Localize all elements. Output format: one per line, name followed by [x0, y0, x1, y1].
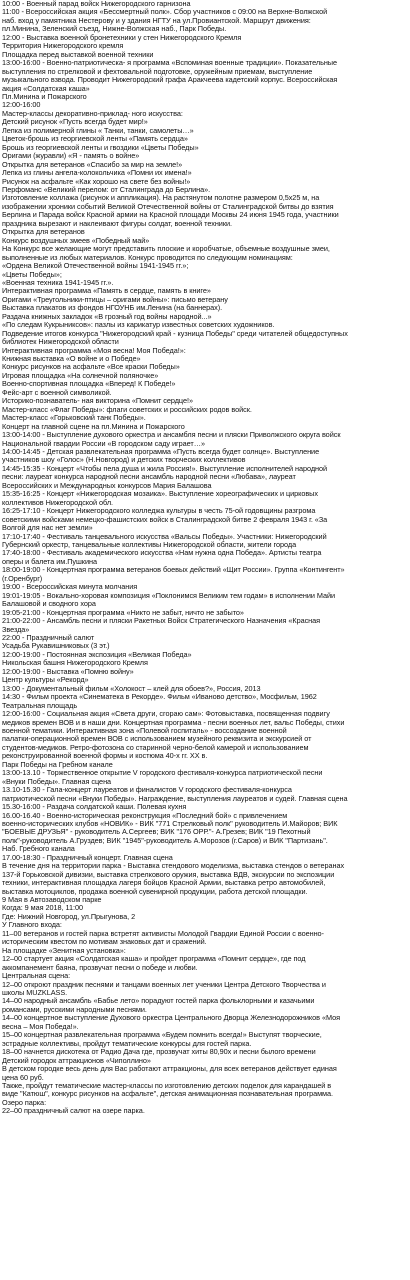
text-line: Национальной гвардии России «В городском саду играет…»	[2, 439, 205, 448]
text-line: Оригами «Треугольники-птицы – оригами войны»: письмо ветерану	[2, 295, 228, 304]
text-line: В течение дня на территории парка - Выставка стендового моделизма, выставка стендов о ветеранах	[2, 862, 345, 871]
text-line: Книжная выставка «О войне и о Победе»	[2, 355, 141, 364]
text-line: Открытка для ветеранов	[2, 228, 85, 237]
text-line: «Военная техника 1941-1945 гг.».	[2, 278, 114, 287]
text-line: На площадке «Зенитная установка»:	[2, 946, 126, 955]
text-line: "БОЕВЫЕ ДРУЗЬЯ" - руководитель А.Сергеев; ВИК "176 ОРР."- А.Грезев; ВИК "19 Пехотный	[2, 828, 311, 837]
text-line: пл.Минина, Зеленский съезд, Нижне-Волжская наб., Парк Победы.	[2, 25, 227, 34]
text-line: 17:40-18:00 - Фестиваль академического искусства «Нам нужна одна Победа». Артисты театра	[2, 549, 322, 558]
text-line: Интерактивная программа «Моя весна! Моя Победа!»:	[2, 346, 186, 355]
text-line: Где: Нижний Новгород, ул.Прыгунова, 2	[2, 912, 136, 921]
text-line: Изготовление коллажа (рисунок и аппликация). На растянутом полотне размером 0,5х25 м, на	[2, 194, 320, 203]
text-line: Лепка из полимерной глины « Танки, танки, самолеты…»	[2, 126, 194, 135]
text-line: изображении хроники событий Великой Отечественной войны от Сталинградской битвы до взятия	[2, 202, 334, 211]
text-line: У Главного входа:	[2, 921, 62, 930]
text-line: Пл.Минина и Пожарского	[2, 92, 87, 101]
text-line: историческим квестом по мотивам знаковых дат и сражений.	[2, 938, 207, 947]
text-line: 14–00 концертное выступление Духового оркестра Центрального Дворца Железнодорожников «Моя	[2, 1014, 340, 1023]
text-line: 12:00-19:00 - Постоянная экспозиция «Великая Победа»	[2, 650, 192, 659]
text-line: 17:10-17:40 - Фестиваль танцевального искусства «Вальсы Победы». Участники: Нижегородский	[2, 532, 327, 541]
text-line: 22–00 праздничный салют на озере парка.	[2, 1107, 145, 1116]
text-line: Берлина и Парада войск Красной армии на Красной площади Москвы 24 июня 1945 года, участники	[2, 211, 339, 220]
text-line: Театральная площадь	[2, 701, 78, 710]
text-line: Наб. Гребного канала	[2, 845, 75, 854]
text-line: Концерт на главной сцене на пл.Минина и Пожарского	[2, 422, 185, 431]
text-line: Также, пройдут тематические мастер-классы по изготовлению детских поделок для карандашей в	[2, 1082, 332, 1090]
text-line: 12:00-19:00 - Выставка «Помню войну»	[2, 667, 134, 676]
text-line: Рисунок на асфальте «Как хорошо на свете без войны!»	[2, 177, 191, 186]
text-line: 13:00 - Документальный фильм «Холокост – клей для обоев?», Россия, 2013	[2, 684, 261, 693]
text-line: реконструированной военной формы и костюма 40-х гг. ХХ в.	[2, 752, 208, 761]
text-line: 19:00 - Всероссийская минута молчания	[2, 583, 138, 592]
text-line: 12:00 - Выставка военной бронетехники у стен Нижегородского Кремля	[2, 33, 242, 42]
text-line: техники, интерактивная площадка лагеря бойцов Красной Армии, выставка ретро автомобилей,	[2, 879, 326, 888]
text-line: библиотек Нижегородской области	[2, 338, 119, 347]
text-line: Историко-познаватель- ная викторина «Помнит сердце!»	[2, 397, 193, 406]
text-line: 16.00-16.40 - Военно-историческая реконструкция «Последний бой» с привлечением	[2, 811, 288, 820]
text-line: 12:00-16:00	[2, 101, 41, 110]
text-line: песни: лауреат конкурса народной песни ансамбль народной песни «Любава», лауреат	[2, 473, 296, 482]
text-line: 14:30 - Фильм проекта «Синематека в Рекорде». Фильм «Иваново детство», Мосфильм, 1962	[2, 693, 317, 702]
text-line: 19:05-21:00 - Концертная программа «Никто не забыт, ничто не забыто»	[2, 608, 244, 617]
text-line: выставка мотоциклов, продажа военной сувенирной продукции, работа детской площадки.	[2, 887, 308, 896]
text-line: (г.Оренбург)	[2, 574, 43, 583]
text-line: 13:00-13.10 - Торжественное открытие V городского фестиваля-конкурса патриотической песни	[2, 769, 323, 778]
text-line: 15.30-16:00 - Раздача солдатской каши. Полевая кухня	[2, 803, 187, 812]
text-line: 13.10-15.30 - Гала-концерт лауреатов и финалистов V городского фестиваля-конкурса	[2, 786, 292, 795]
text-line: Озеро парка:	[2, 1098, 47, 1107]
text-line: «Цветы Победы»;	[2, 270, 62, 279]
text-line: патриотической песни «Внуки Победы». Награждение, выступления лауреатов и судей. Главная сцена	[2, 794, 348, 803]
text-line: 22:00 - Праздничный салют	[2, 633, 95, 642]
text-line: Мастер-классы декоративно-приклад- ного искусства:	[2, 109, 183, 118]
text-line: Фейс-арт с военной символикой.	[2, 388, 112, 397]
text-line: 14:00-14:45 - Детская развлекательная программа «Пусть всегда будет солнце». Выступление	[2, 448, 320, 457]
text-line: Подведение итогов конкурса "Нижегородский край - кузница Победы" среди читателей общедоступных	[2, 329, 348, 338]
text-line: 21:00-22:00 - Ансамбль песни и пляски Ракетных Войск Стратегического Назначения «Красная	[2, 617, 321, 626]
text-line: полк"-руководитель А.Груздев; ВИК "1945"-руководитель А.Морозов (г.Саров) и ВИК "Партизань".	[2, 836, 328, 845]
text-line: Оригами (журавли) «Я - память о войне»	[2, 152, 140, 161]
text-line: 18–00 начнется дискотека от Радио Дача где, прозвучат хиты 80,90х и песни былого времени	[2, 1048, 316, 1057]
text-line: праздника вырезают и наклеивают фигуры солдат, военной техники.	[2, 219, 232, 228]
text-line: музыкального взвода. Проводит Нижегородский графа Аракчеева кадетский корпус. Всероссийская	[2, 76, 338, 85]
text-line: выполненные из любых материалов. Конкурс проводится по следующим номинациям:	[2, 253, 293, 262]
text-line: студентов-медиков. Ретро-фотозона со старинной черно-белой камерой и использованием	[2, 743, 309, 752]
text-line: Балашовой и сводного хора	[2, 600, 96, 609]
text-line: Когда: 9 мая 2018, 11:00	[2, 904, 83, 913]
text-line: Парк Победы на Гребном канале	[2, 760, 113, 769]
text-line: весна – Моя Победа!».	[2, 1022, 79, 1031]
text-line: Площадка перед выставкой военной техники	[2, 50, 154, 59]
text-line: 15:35-16:25 - Концерт «Нижегородская мозаика». Выступление хореографических и цирковых	[2, 490, 318, 499]
text-line: Центральная сцена:	[2, 972, 71, 981]
text-line: школы MUZKLASS.	[2, 989, 68, 998]
text-line: 12–00 откроют праздник песнями и танцами военных лет ученики Центра Детского Творчества и	[2, 980, 326, 989]
text-line: советскими войсками немецко-фашистских войск в Сталинградской битве 2 февраля 1943 г. «За	[2, 515, 328, 524]
text-line: Конкурс воздушных змеев «Победный май»	[2, 236, 150, 245]
text-line: цена 60 руб.	[2, 1073, 44, 1082]
text-line: виде "Катюш", конкурс рисунков на асфальте", детская анимационная познавательная программа.	[2, 1090, 334, 1099]
text-line: 16:25-17:10 - Концерт Нижегородского колледжа культуры в честь 75-ой годовщины разгрома	[2, 507, 316, 516]
text-line: Усадьба Рукавишниковых (3 эт.)	[2, 642, 110, 651]
text-line: 13:00-16:00 - Военно-патриотическа- я программа «Вспоминая военные традиции». Показательные	[2, 59, 337, 68]
text-line: 12:00-16:00 - Социальная акция «Света други, сгораю сам»: Фотовыставка, посвященная подвигу	[2, 710, 330, 719]
text-line: 14–00 народный ансамбль «Бабье лето» порадуют гостей парка фольклорными и казачьими	[2, 997, 315, 1006]
text-line: 11:00 - Всероссийская акция «Бессмертный полк». Сбор участников с 09:00 на Верхне-Волжской	[2, 8, 328, 17]
text-line: Центр культуры «Рекорд»	[2, 676, 89, 685]
text-line: 11–00 ветеранов и гостей парка встретят активисты Молодой Гвардии Единой России с военно-	[2, 929, 324, 938]
text-line: Губернский оркестр, танцевальные коллективы Нижегородской области, жители города	[2, 541, 297, 549]
text-line: медиков времен ВОВ и в наши дни. Концертная программа - песни военных лет, вальс Победы, стихи	[2, 718, 345, 727]
text-line: Военно-спортивная площадка «Вперед! К Победе!»	[2, 380, 176, 389]
text-line: Мастер-класс «Флаг Победы»: флаги советских и российских родов войск.	[2, 405, 252, 414]
text-line: наб. вход у памятника Нестерову и у здания НГТУ на ул.Провиантской. Маршрут движения:	[2, 16, 311, 25]
text-line: «По следам Кукрыниксов»: пазлы из карикатур известных советских художников.	[2, 321, 275, 330]
text-line: «Внуки Победы». Главная сцена	[2, 777, 112, 786]
text-line: Волгой для нас нет земли»	[2, 524, 93, 533]
text-line: Мастер-класс «Горьковский танк Победы».	[2, 414, 146, 423]
text-line: Звезда»	[2, 625, 30, 634]
text-line: На Конкурс все желающие могут представить плоские и коробчатые, объемные воздушные змеи,	[2, 245, 330, 254]
text-line: оперы и балета им.Пушкина	[2, 557, 97, 566]
text-line: палатки-операционной времен ВОВ с использованием музейного реквизита и экскурсией от	[2, 735, 312, 744]
text-line: Лепка из глины ангела-колокольчика «Помни их имена!»	[2, 169, 192, 178]
text-line: эстрадные коллективы, пройдут тематические конкурсы для гостей парка.	[2, 1039, 252, 1048]
text-line: 17.00-18:30 - Праздничный концерт. Главная сцена	[2, 853, 173, 862]
text-line: романсами, русскими народными песнями.	[2, 1005, 147, 1014]
text-line: Открытка для ветеранов «Спасибо за мир на земле!»	[2, 160, 183, 169]
text-line: Детский рисунок «Пусть всегда будет мир!»	[2, 118, 148, 127]
text-line: Игровая площадка «На солнечной поляночке»	[2, 371, 159, 380]
text-line: выступления по стрелковой и фехтовальной подготовке, оружейным приемам, выступление	[2, 67, 313, 76]
text-line: В детском городке весь день для Вас работают аттракционы, для всех ветеранов действует единая	[2, 1065, 337, 1074]
text-line: 137-й Горьковской дивизии, выставка стрелкового оружия, выставка ВДВ, экскурсии по экспозиции	[2, 870, 335, 879]
text-line: аккомпанемент баяна, прозвучат песни о победе и любви.	[2, 963, 198, 972]
text-line: Выставка плакатов из фондов НГОУНБ им.Ленина (на баннерах).	[2, 304, 223, 313]
text-line: «Ордена Великой Отечественной войны 1941-1945 гг.»;	[2, 262, 189, 271]
text-line: 10:00 - Военный парад войск Нижегородского гарнизона	[2, 0, 191, 8]
text-line: Перфоманс «Великий перелом: от Сталинграда до Берлина».	[2, 185, 211, 194]
text-line: Никольская башня Нижегородского Кремля	[2, 659, 148, 668]
text-line: акция «Солдатская каша»	[2, 84, 90, 93]
text-line: 9 Мая в Автозаводском парке	[2, 896, 102, 905]
text-line: Детский городок аттракционов «Чиполлино»	[2, 1056, 151, 1065]
text-line: Интерактивная программа «Память в сердце, память в книге»	[2, 287, 211, 296]
text-line: 15–00 концертная развлекательная программа «Будем помнить всегда!» Выступят творческие,	[2, 1031, 322, 1040]
text-line: 18:00-19:00 - Концертная программа ветеранов боевых действий «Щит России». Группа «Контингент»	[2, 566, 345, 575]
text-line: 19:01-19:05 - Вокально-хоровая композиция «Поклонимся Великим тем годам» в исполнении Майи	[2, 591, 336, 600]
text-line: Всероссийских и Международных конкурсов Мария Балашова	[2, 481, 212, 490]
text-line: 12–00 стартует акция «Солдатская каша» и пройдет программа «Помнит сердце», где под	[2, 955, 306, 964]
text-line: Конкурс рисунков на асфальте «Все краски Победы»	[2, 363, 180, 372]
text-line: Брошь из георгиевской ленты и гвоздики «Цветы Победы»	[2, 143, 199, 152]
text-line: Раздача книжных закладок «В грозный год войны народной...»	[2, 312, 212, 321]
text-line: коллективов Нижегородской обл.	[2, 498, 114, 507]
text-line: Территория Нижегородского кремля	[2, 42, 124, 51]
text-line: 14:45-15:35 - Концерт «Чтобы пела душа и жила Россия!». Выступление исполнителей народной	[2, 464, 328, 473]
text-line: участников шоу «Голос» (Н.Новгород) и детских творческих коллективов	[2, 456, 246, 465]
text-line: Цветок-брошь из георгиевской ленты «Память сердца»	[2, 135, 188, 144]
text-line: 13:00-14:00 - Выступление духового оркестра и ансамбля песни и пляски Приволжского округа войск	[2, 431, 341, 440]
text-line: военно-исторических клубов «НОВИК» - ВИК "771 Стрелковый полк" руководитель И.Майоров; ВИК	[2, 819, 338, 828]
text-line: военной тематики. Интерактивная зона «Полевой госпиталь» - воссоздание военной	[2, 726, 287, 735]
